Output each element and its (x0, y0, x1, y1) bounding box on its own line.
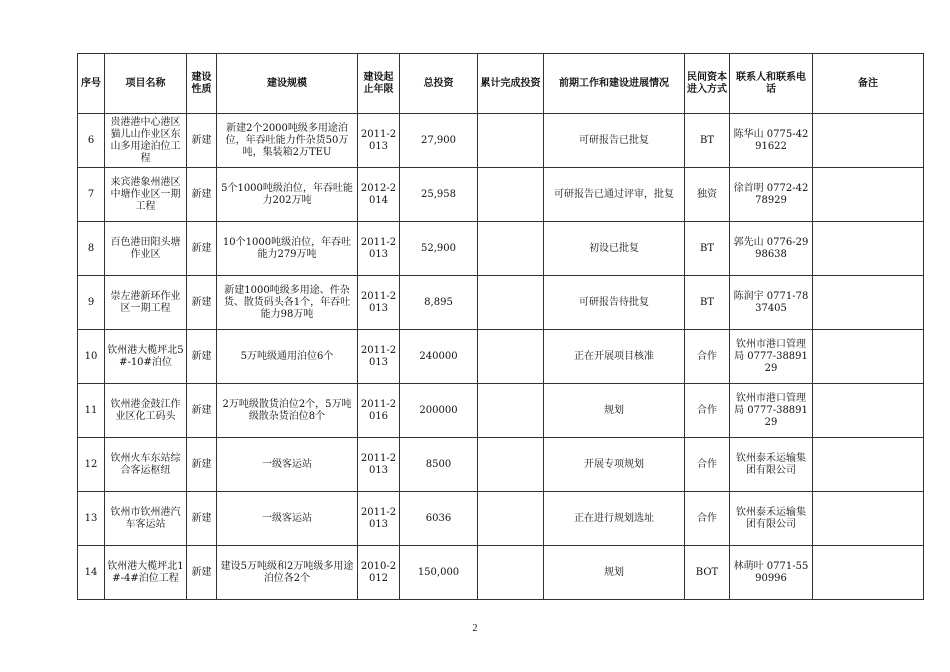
row-contact: 陈润宇 0771-7837405 (730, 276, 813, 330)
row-completed (478, 546, 544, 600)
row-seq: 14 (78, 546, 105, 600)
row-remarks (813, 114, 924, 168)
row-contact: 郭先山 0776-2998638 (730, 222, 813, 276)
row-completed (478, 330, 544, 384)
row-seq: 12 (78, 438, 105, 492)
row-seq: 6 (78, 114, 105, 168)
row-remarks (813, 438, 924, 492)
row-remarks (813, 492, 924, 546)
row-mode: BT (685, 222, 730, 276)
header-progress: 前期工作和建设进展情况 (544, 54, 685, 114)
row-scale: 5个1000吨级泊位，年吞吐能力202万吨 (217, 168, 358, 222)
row-nature: 新建 (187, 384, 217, 438)
row-remarks (813, 546, 924, 600)
row-scale: 新建2个2000吨级多用途泊位，年吞吐能力件杂货50万吨，集装箱2万TEU (217, 114, 358, 168)
row-nature: 新建 (187, 114, 217, 168)
row-nature: 新建 (187, 546, 217, 600)
row-scale: 建设5万吨级和2万吨级多用途泊位各2个 (217, 546, 358, 600)
row-scale: 10个1000吨级泊位，年吞吐能力279万吨 (217, 222, 358, 276)
row-completed (478, 492, 544, 546)
table-row (78, 114, 924, 168)
row-completed (478, 438, 544, 492)
row-period: 2011-2016 (358, 384, 400, 438)
row-total: 8,895 (400, 276, 478, 330)
row-seq: 7 (78, 168, 105, 222)
row-mode: BT (685, 114, 730, 168)
row-completed (478, 384, 544, 438)
projects-table (77, 53, 924, 600)
row-completed (478, 168, 544, 222)
row-total: 240000 (400, 330, 478, 384)
table-row (78, 384, 924, 438)
row-mode: 合作 (685, 330, 730, 384)
row-progress: 正在进行规划选址 (544, 492, 685, 546)
row-remarks (813, 168, 924, 222)
row-period: 2010-2012 (358, 546, 400, 600)
header-completed: 累计完成投资 (478, 54, 544, 114)
row-scale: 一级客运站 (217, 492, 358, 546)
row-total: 27,900 (400, 114, 478, 168)
row-remarks (813, 222, 924, 276)
row-period: 2011-2013 (358, 492, 400, 546)
row-progress: 可研报告已批复 (544, 114, 685, 168)
row-seq: 10 (78, 330, 105, 384)
row-project-name: 贵港港中心港区猫儿山作业区东山多用途泊位工程 (105, 114, 187, 168)
row-scale: 一级客运站 (217, 438, 358, 492)
row-nature: 新建 (187, 168, 217, 222)
row-progress: 规划 (544, 384, 685, 438)
table-row (78, 168, 924, 222)
header-seq: 序号 (78, 54, 105, 114)
header-name: 项目名称 (105, 54, 187, 114)
row-scale: 新建1000吨级多用途、件杂货、散货码头各1个，年吞吐能力98万吨 (217, 276, 358, 330)
row-project-name: 来宾港象州港区中塘作业区一期工程 (105, 168, 187, 222)
row-scale: 2万吨级散货泊位2个，5万吨级散杂货泊位8个 (217, 384, 358, 438)
row-remarks (813, 276, 924, 330)
header-total: 总投资 (400, 54, 478, 114)
row-total: 52,900 (400, 222, 478, 276)
row-project-name: 崇左港新环作业区一期工程 (105, 276, 187, 330)
row-nature: 新建 (187, 222, 217, 276)
row-mode: BOT (685, 546, 730, 600)
header-period: 建设起止年限 (358, 54, 400, 114)
row-seq: 11 (78, 384, 105, 438)
row-progress: 正在开展项目核准 (544, 330, 685, 384)
row-contact: 钦州市港口管理局 0777-3889129 (730, 330, 813, 384)
row-mode: BT (685, 276, 730, 330)
row-project-name: 钦州市钦州港汽车客运站 (105, 492, 187, 546)
row-contact: 徐首明 0772-4278929 (730, 168, 813, 222)
row-nature: 新建 (187, 492, 217, 546)
row-contact: 钦州泰禾运输集团有限公司 (730, 438, 813, 492)
header-mode: 民间资本进入方式 (685, 54, 730, 114)
header-remarks: 备注 (813, 54, 924, 114)
row-remarks (813, 330, 924, 384)
row-mode: 合作 (685, 384, 730, 438)
row-total: 150,000 (400, 546, 478, 600)
header-contact: 联系人和联系电话 (730, 54, 813, 114)
row-progress: 规划 (544, 546, 685, 600)
table-row (78, 222, 924, 276)
page-number: 2 (472, 623, 478, 634)
row-seq: 13 (78, 492, 105, 546)
table-row (78, 438, 924, 492)
row-period: 2011-2013 (358, 438, 400, 492)
row-mode: 独资 (685, 168, 730, 222)
row-completed (478, 222, 544, 276)
row-nature: 新建 (187, 330, 217, 384)
row-remarks (813, 384, 924, 438)
row-period: 2011-2013 (358, 114, 400, 168)
row-contact: 钦州市港口管理局 0777-3889129 (730, 384, 813, 438)
table-row (78, 546, 924, 600)
row-total: 8500 (400, 438, 478, 492)
row-completed (478, 276, 544, 330)
row-total: 6036 (400, 492, 478, 546)
row-seq: 9 (78, 276, 105, 330)
row-total: 200000 (400, 384, 478, 438)
table-row (78, 492, 924, 546)
row-mode: 合作 (685, 492, 730, 546)
row-contact: 陈华山 0775-4291622 (730, 114, 813, 168)
table-row (78, 276, 924, 330)
row-period: 2011-2013 (358, 330, 400, 384)
row-contact: 钦州泰禾运输集团有限公司 (730, 492, 813, 546)
table-row (78, 330, 924, 384)
row-project-name: 钦州火车东站综合客运枢纽 (105, 438, 187, 492)
row-period: 2011-2013 (358, 222, 400, 276)
row-project-name: 钦州港大榄坪北1#-4#泊位工程 (105, 546, 187, 600)
header-nature: 建设性质 (187, 54, 217, 114)
row-period: 2011-2013 (358, 276, 400, 330)
row-progress: 初设已批复 (544, 222, 685, 276)
row-completed (478, 114, 544, 168)
row-progress: 开展专项规划 (544, 438, 685, 492)
header-scale: 建设规模 (217, 54, 358, 114)
row-nature: 新建 (187, 438, 217, 492)
row-progress: 可研报告待批复 (544, 276, 685, 330)
row-seq: 8 (78, 222, 105, 276)
header-row (78, 54, 924, 114)
row-mode: 合作 (685, 438, 730, 492)
row-progress: 可研报告已通过评审，批复 (544, 168, 685, 222)
row-nature: 新建 (187, 276, 217, 330)
row-period: 2012-2014 (358, 168, 400, 222)
row-project-name: 钦州港金鼓江作业区化工码头 (105, 384, 187, 438)
row-project-name: 钦州港大榄坪北5#-10#泊位 (105, 330, 187, 384)
row-total: 25,958 (400, 168, 478, 222)
row-project-name: 百色港田阳头塘作业区 (105, 222, 187, 276)
table-body (78, 114, 924, 600)
row-contact: 林萌叶 0771-5590996 (730, 546, 813, 600)
row-scale: 5万吨级通用泊位6个 (217, 330, 358, 384)
